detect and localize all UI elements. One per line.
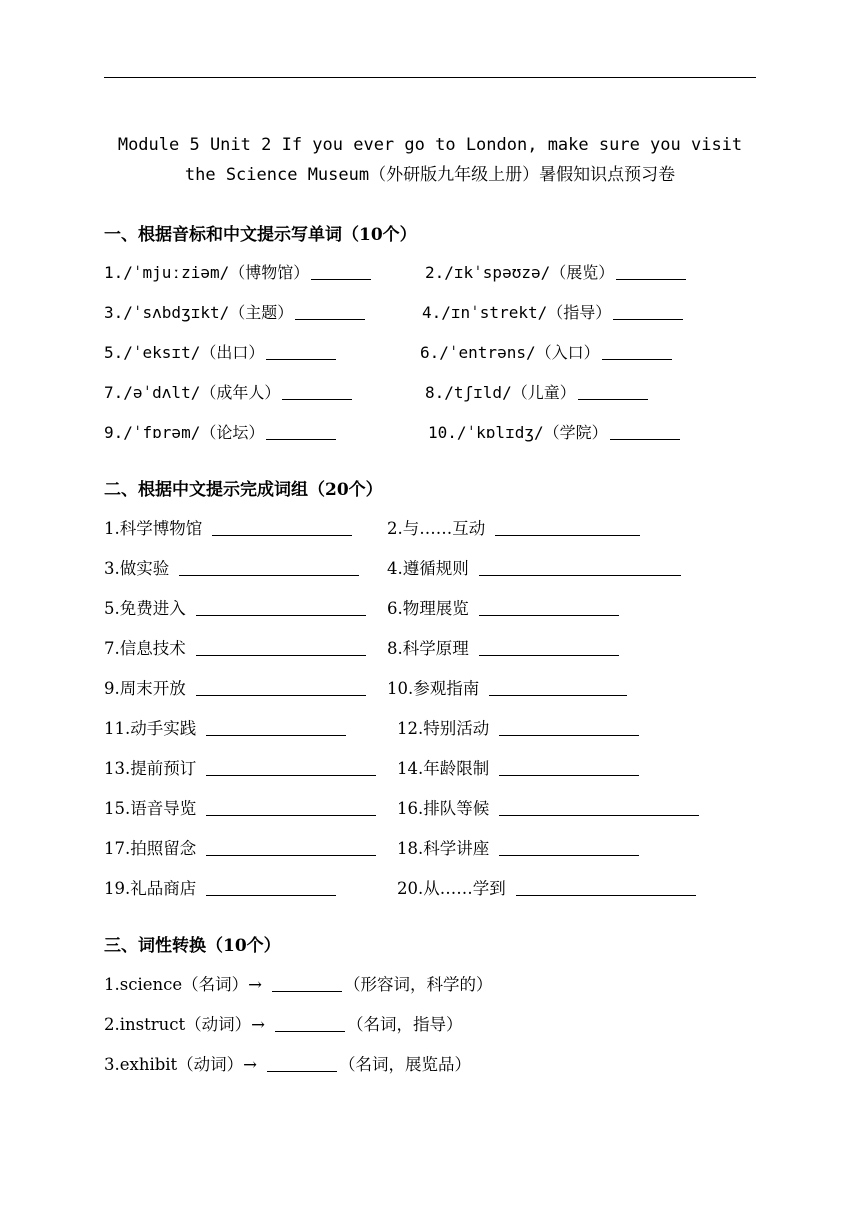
vocab-item: 6./ˈentrəns/（入口） bbox=[420, 340, 672, 363]
vocab-item: 2./ɪkˈspəʊzə/（展览） bbox=[425, 260, 686, 283]
title-line-2: the Science Museum（外研版九年级上册）暑假知识点预习卷 bbox=[184, 165, 676, 185]
vocab-item: 10./ˈkɒlɪdʒ/（学院） bbox=[428, 420, 680, 443]
section-2-heading: 二、根据中文提示完成词组（20个） bbox=[104, 480, 383, 500]
answer-blank[interactable] bbox=[479, 574, 681, 576]
answer-blank[interactable] bbox=[499, 854, 639, 856]
phrase-item: 4.遵循规则 bbox=[387, 555, 681, 579]
answer-blank[interactable] bbox=[479, 654, 619, 656]
phrase-item: 7.信息技术 bbox=[104, 635, 366, 659]
answer-blank[interactable] bbox=[613, 318, 683, 320]
phrase-item: 6.物理展览 bbox=[387, 595, 619, 619]
vocab-item: 1./ˈmjuːziəm/（博物馆） bbox=[104, 260, 371, 283]
vocab-item: 4./ɪnˈstrekt/（指导） bbox=[422, 300, 683, 323]
answer-blank[interactable] bbox=[266, 438, 336, 440]
answer-blank[interactable] bbox=[206, 734, 346, 736]
answer-blank[interactable] bbox=[616, 278, 686, 280]
header-rule bbox=[104, 77, 756, 78]
answer-blank[interactable] bbox=[212, 534, 352, 536]
answer-blank[interactable] bbox=[578, 398, 648, 400]
phrase-item: 17.拍照留念 bbox=[104, 835, 376, 859]
title-line-1: Module 5 Unit 2 If you ever go to London, make sure you visit bbox=[117, 135, 743, 155]
answer-blank[interactable] bbox=[311, 278, 371, 280]
answer-blank[interactable] bbox=[489, 694, 627, 696]
answer-blank[interactable] bbox=[179, 574, 359, 576]
answer-blank[interactable] bbox=[266, 358, 336, 360]
phrase-item: 3.做实验 bbox=[104, 555, 359, 579]
answer-blank[interactable] bbox=[272, 990, 342, 992]
phrase-item: 8.科学原理 bbox=[387, 635, 619, 659]
phrase-item: 11.动手实践 bbox=[104, 715, 346, 739]
phrase-item: 20.从……学到 bbox=[397, 875, 696, 899]
phrase-item: 15.语音导览 bbox=[104, 795, 376, 819]
phrase-item: 10.参观指南 bbox=[387, 675, 627, 699]
answer-blank[interactable] bbox=[499, 734, 639, 736]
answer-blank[interactable] bbox=[196, 654, 366, 656]
answer-blank[interactable] bbox=[275, 1030, 345, 1032]
answer-blank[interactable] bbox=[495, 534, 640, 536]
phrase-item: 13.提前预订 bbox=[104, 755, 376, 779]
section-1-heading: 一、根据音标和中文提示写单词（10个） bbox=[104, 225, 417, 245]
conversion-item: 1.science（名词）→ （形容词，科学的） bbox=[104, 975, 493, 994]
phrase-item: 14.年龄限制 bbox=[397, 755, 639, 779]
vocab-item: 9./ˈfɒrəm/（论坛） bbox=[104, 420, 336, 443]
answer-blank[interactable] bbox=[499, 774, 639, 776]
answer-blank[interactable] bbox=[479, 614, 619, 616]
answer-blank[interactable] bbox=[282, 398, 352, 400]
section-3-heading: 三、词性转换（10个） bbox=[104, 936, 281, 956]
phrase-item: 16.排队等候 bbox=[397, 795, 699, 819]
answer-blank[interactable] bbox=[196, 614, 366, 616]
answer-blank[interactable] bbox=[295, 318, 365, 320]
answer-blank[interactable] bbox=[206, 894, 336, 896]
answer-blank[interactable] bbox=[267, 1070, 337, 1072]
conversion-item: 2.instruct（动词）→ （名词，指导） bbox=[104, 1015, 463, 1034]
phrase-item: 19.礼品商店 bbox=[104, 875, 336, 899]
phrase-item: 9.周末开放 bbox=[104, 675, 366, 699]
answer-blank[interactable] bbox=[206, 814, 376, 816]
phrase-item: 12.特别活动 bbox=[397, 715, 639, 739]
vocab-item: 3./ˈsʌbdʒɪkt/（主题） bbox=[104, 300, 365, 323]
answer-blank[interactable] bbox=[206, 854, 376, 856]
answer-blank[interactable] bbox=[196, 694, 366, 696]
vocab-item: 7./əˈdʌlt/（成年人） bbox=[104, 380, 352, 403]
phrase-item: 5.免费进入 bbox=[104, 595, 366, 619]
phrase-item: 1.科学博物馆 bbox=[104, 515, 352, 539]
answer-blank[interactable] bbox=[499, 814, 699, 816]
answer-blank[interactable] bbox=[516, 894, 696, 896]
document-title bbox=[90, 130, 770, 190]
vocab-item: 8./tʃɪld/（儿童） bbox=[425, 380, 648, 403]
vocab-item: 5./ˈeksɪt/（出口） bbox=[104, 340, 336, 363]
answer-blank[interactable] bbox=[610, 438, 680, 440]
conversion-item: 3.exhibit（动词）→ （名词，展览品） bbox=[104, 1055, 472, 1074]
phrase-item: 18.科学讲座 bbox=[397, 835, 639, 859]
answer-blank[interactable] bbox=[206, 774, 376, 776]
answer-blank[interactable] bbox=[602, 358, 672, 360]
phrase-item: 2.与……互动 bbox=[387, 515, 640, 539]
